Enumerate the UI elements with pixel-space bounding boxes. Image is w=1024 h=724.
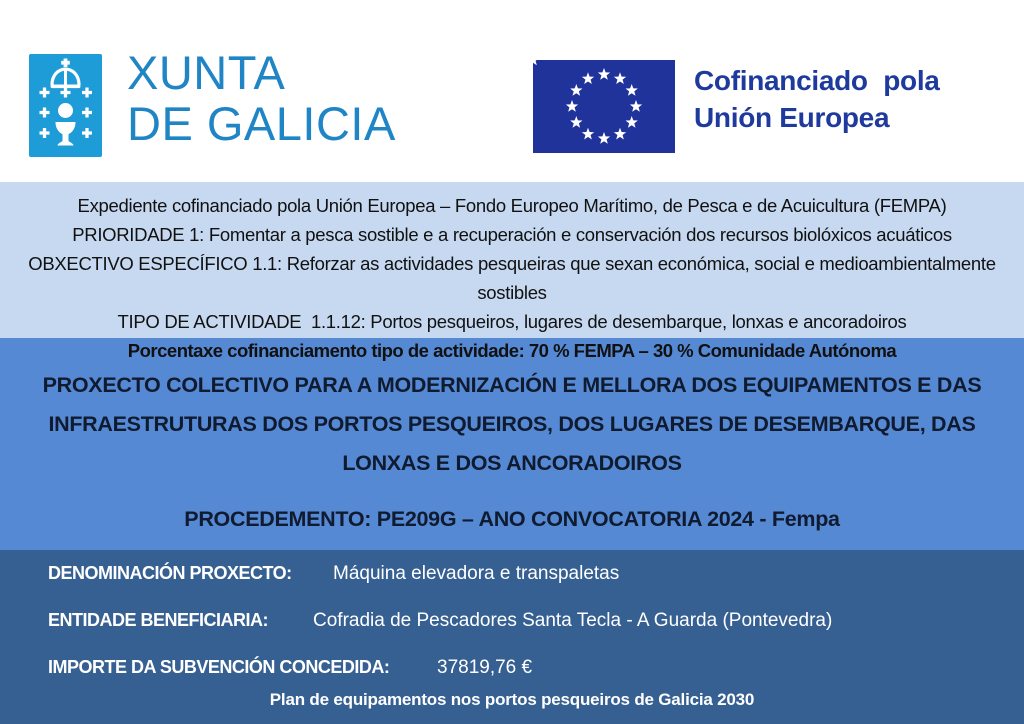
header bbox=[0, 0, 1024, 182]
funding-line-tipo-actividade: TIPO DE ACTIVIDADE 1.1.12: Portos pesqueiros, lugares de desembarque, lonxas e ancoradoiros bbox=[117, 311, 907, 332]
denominacion-label: DENOMINACIÓN PROXECTO: bbox=[48, 563, 292, 583]
project-title-line1: PROXECTO COLECTIVO PARA A MODERNIZACIÓN E MELLORA DOS EQUIPAMENTOS E DAS bbox=[42, 373, 982, 397]
eu-label-line1: Cofinanciado pola bbox=[694, 65, 940, 96]
funding-line-obxectivo: OBXECTIVO ESPECÍFICO 1.1: Reforzar as actividades pesqueiras que sexan económica, social e medioambientalmente sostibles bbox=[28, 253, 1001, 303]
funding-line-expediente: Expediente cofinanciado pola Unión Europea – Fondo Europeo Marítimo, de Pesca e de Acuicultura (FEMPA) bbox=[77, 195, 947, 216]
importe-value: 37819,76 € bbox=[437, 657, 533, 678]
project-title-band bbox=[0, 338, 1024, 550]
xunta-wordmark-line1: XUNTA bbox=[127, 46, 286, 99]
denominacion-value: Máquina elevadora e transpaletas bbox=[333, 563, 620, 584]
importe-label: IMPORTE DA SUBVENCIÓN CONCEDIDA: bbox=[48, 657, 390, 677]
funding-line-prioridade: PRIORIDADE 1: Fomentar a pesca sostible e a recuperación e conservación dos recursos biolóxicos acuáticos bbox=[72, 224, 952, 245]
xunta-wordmark-line2: DE GALICIA bbox=[127, 97, 396, 150]
funding-info-strip bbox=[0, 182, 1024, 361]
xunta-wordmark bbox=[127, 47, 396, 149]
detail-row-denominacion bbox=[0, 563, 1024, 587]
xunta-emblem-icon bbox=[29, 54, 102, 157]
funding-line-porcentaxe: Porcentaxe cofinanciamento tipo de actividade: 70 % FEMPA – 30 % Comunidade Autónoma bbox=[127, 340, 897, 361]
plan-footer-line: Plan de equipamentos nos portos pesqueiros de Galicia 2030 bbox=[269, 690, 755, 709]
project-details-band bbox=[0, 550, 1024, 724]
detail-row-entidade bbox=[0, 610, 1024, 634]
project-title-line3: LONXAS E DOS ANCORADOIROS bbox=[342, 451, 682, 475]
detail-row-importe bbox=[0, 657, 1024, 681]
eu-cofinancing-label bbox=[694, 62, 940, 136]
eu-flag-icon bbox=[533, 60, 675, 153]
eu-label-line2: Unión Europea bbox=[694, 102, 890, 133]
entidade-value: Cofradia de Pescadores Santa Tecla - A Guarda (Pontevedra) bbox=[313, 610, 833, 631]
entidade-label: ENTIDADE BENEFICIARIA: bbox=[48, 610, 269, 630]
project-title-line2: INFRAESTRUTURAS DOS PORTOS PESQUEIROS, DOS LUGARES DE DESEMBARQUE, DAS bbox=[48, 412, 976, 436]
procedure-line: PROCEDEMENTO: PE209G – ANO CONVOCATORIA 2024 - Fempa bbox=[184, 507, 840, 531]
